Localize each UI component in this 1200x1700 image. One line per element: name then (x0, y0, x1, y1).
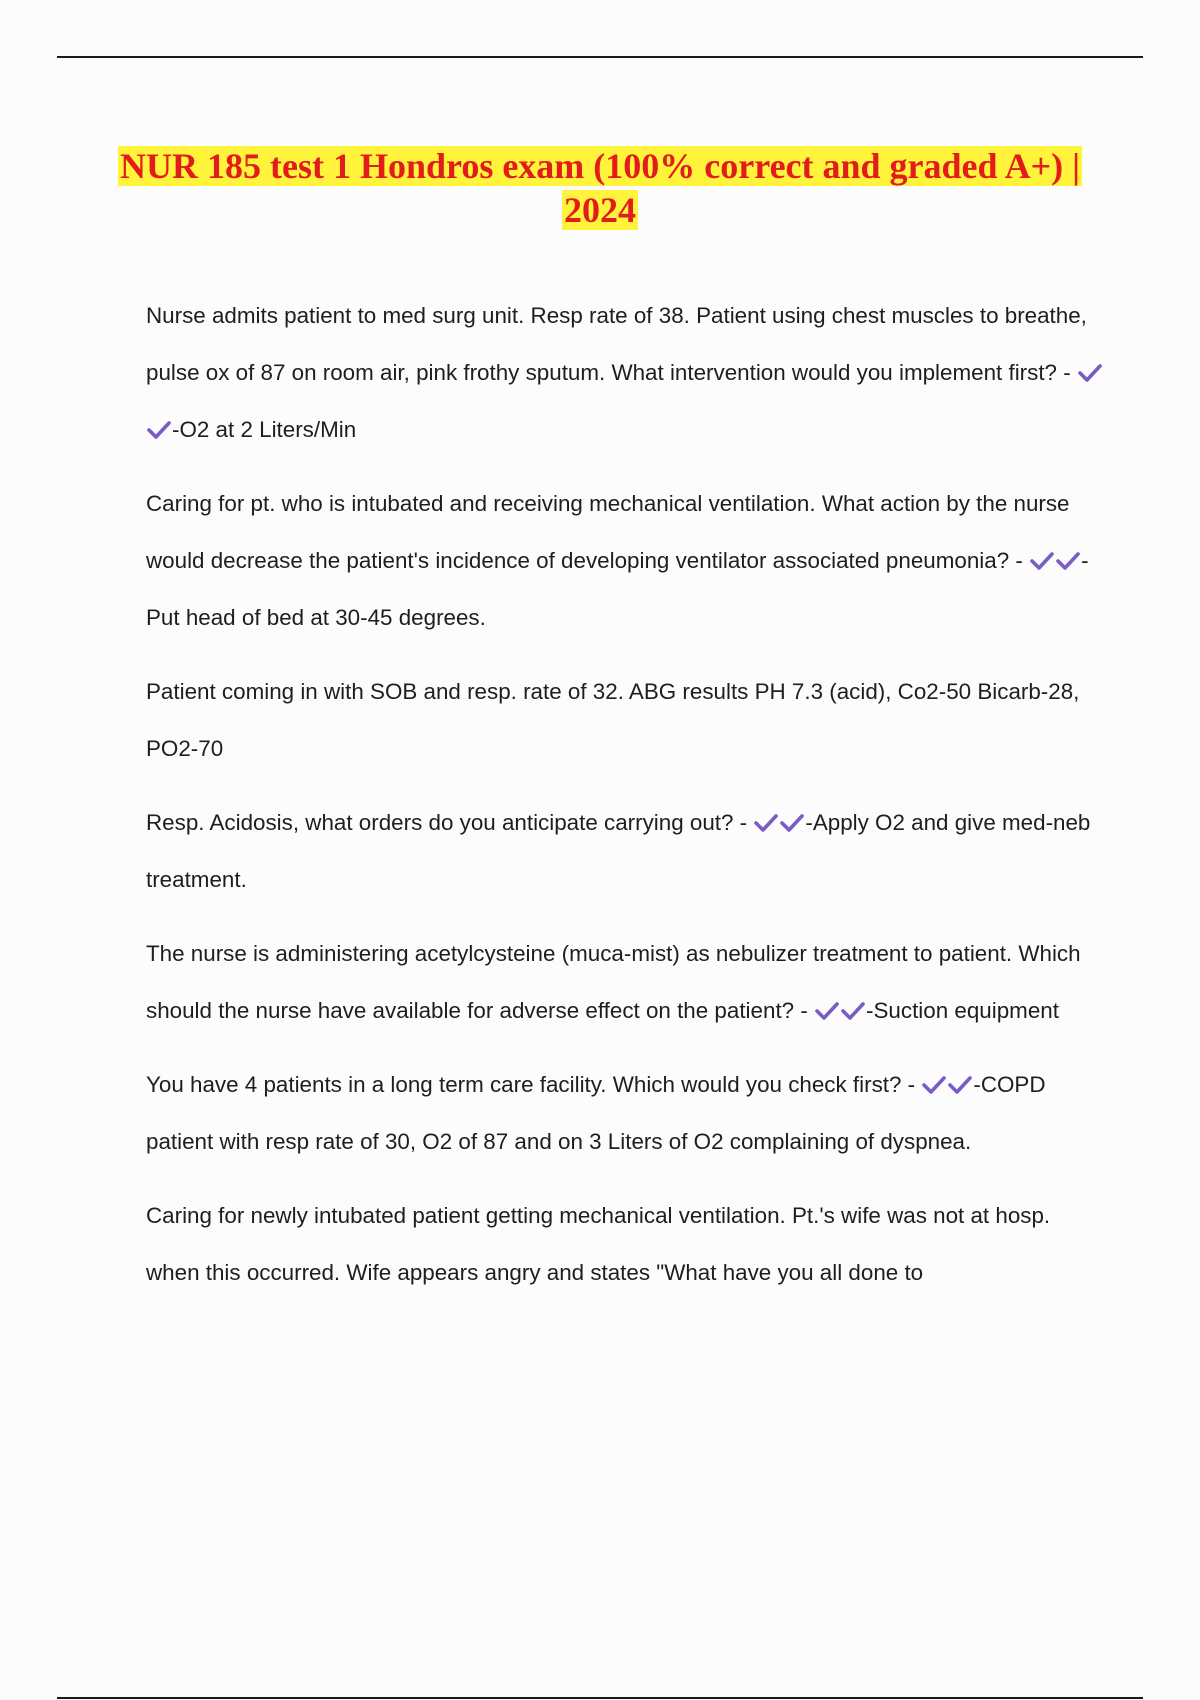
document-body (146, 287, 1106, 1318)
check-icon (1055, 551, 1081, 571)
qa-item-2 (146, 475, 1106, 646)
top-rule (57, 56, 1143, 58)
question-text: Patient coming in with SOB and resp. rate of 32. ABG results PH 7.3 (acid), Co2-50 Bicarb-28, PO2-70 (146, 679, 1080, 761)
check-icon (947, 1075, 973, 1095)
question-text: Nurse admits patient to med surg unit. Resp rate of 38. Patient using chest muscles to breathe, pulse ox of 87 on room air, pink frothy sputum. What intervention would you implement first? - (146, 303, 1087, 385)
qa-item-7 (146, 1187, 1106, 1301)
document-title (100, 144, 1100, 232)
check-icon (1077, 363, 1103, 383)
answer-text: -Put head of bed at 30-45 degrees. (146, 548, 1089, 630)
qa-item-4 (146, 794, 1106, 908)
check-icon (753, 813, 779, 833)
check-icon (779, 813, 805, 833)
question-text: You have 4 patients in a long term care facility. Which would you check first? - (146, 1072, 916, 1097)
check-icon (1029, 551, 1055, 571)
question-text: Caring for pt. who is intubated and receiving mechanical ventilation. What action by the nurse would decrease the patient's incidence of developing ventilator associated pneumonia? - (146, 491, 1070, 573)
qa-item-5 (146, 925, 1106, 1039)
check-icon (921, 1075, 947, 1095)
answer-text: -O2 at 2 Liters/Min (172, 417, 357, 442)
question-text: Resp. Acidosis, what orders do you anticipate carrying out? - (146, 810, 748, 835)
answer-text: -COPD patient with resp rate of 30, O2 of 87 and on 3 Liters of O2 complaining of dyspnea. (146, 1072, 1046, 1154)
bottom-rule (57, 1697, 1143, 1699)
qa-item-1 (146, 287, 1106, 458)
check-icon (814, 1001, 840, 1021)
qa-item-3 (146, 663, 1106, 777)
document-title-text: NUR 185 test 1 Hondros exam (100% correct and graded A+) | 2024 (119, 146, 1080, 230)
question-text: The nurse is administering acetylcysteine (muca-mist) as nebulizer treatment to patient. Which should the nurse have available for adverse effect on the patient? - (146, 941, 1081, 1023)
answer-text: -Apply O2 and give med-neb treatment. (146, 810, 1091, 892)
check-icon (146, 420, 172, 440)
qa-item-6 (146, 1056, 1106, 1170)
answer-text: -Suction equipment (866, 998, 1059, 1023)
question-text: Caring for newly intubated patient getting mechanical ventilation. Pt.'s wife was not at hosp. when this occurred. Wife appears angry and states "What have you all done to (146, 1203, 1051, 1285)
check-icon (840, 1001, 866, 1021)
